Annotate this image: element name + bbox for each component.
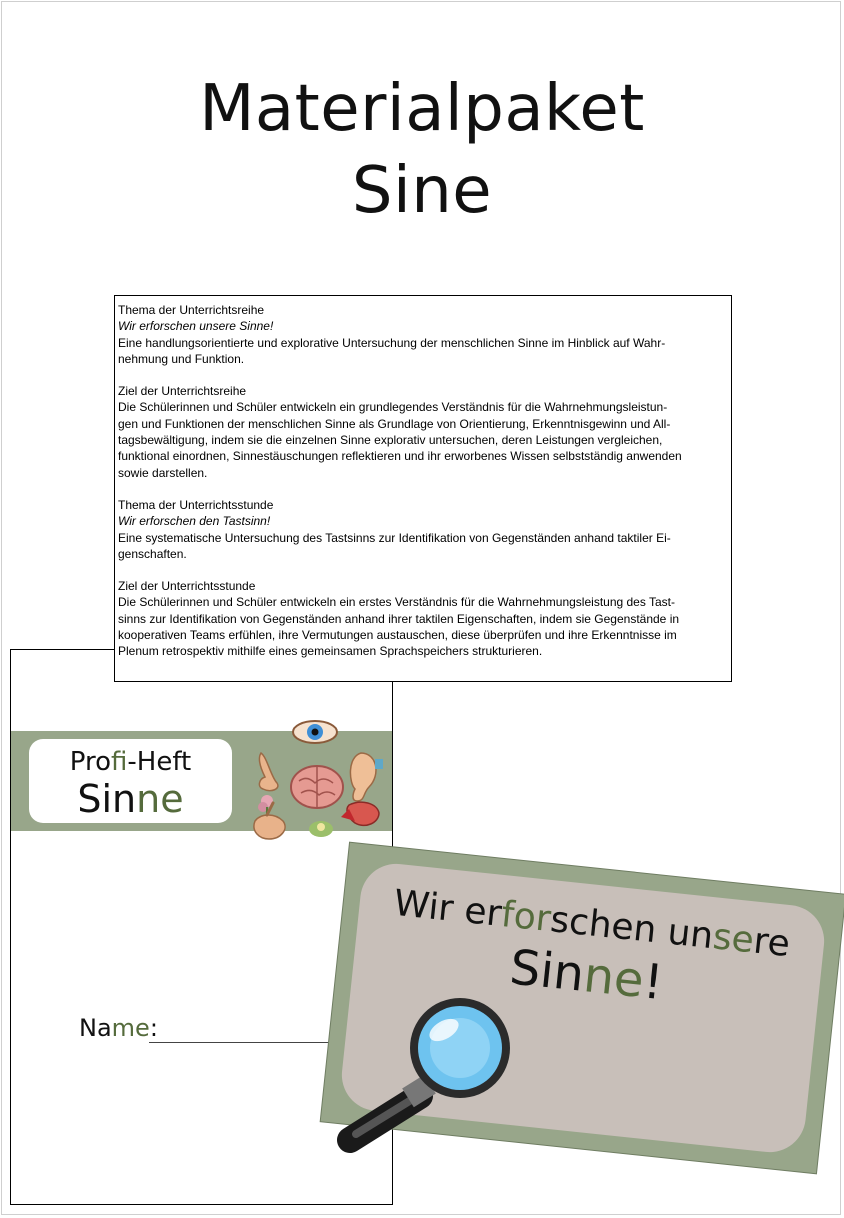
label-part: : (149, 1014, 158, 1042)
label-part: Na (79, 1014, 112, 1042)
label-part: Sin (507, 939, 587, 1003)
text-line: Plenum retrospektiv mithilfe eines gemeinsamen Sprachspeichers strukturieren. (118, 644, 543, 659)
section-stunde-thema (118, 497, 721, 562)
text-line: Die Schülerinnen und Schüler entwickeln ein erstes Verständnis für die Wahrnehmungsleistung des Tast- (118, 595, 675, 610)
label-part: ne (136, 777, 184, 821)
text-line: genschaften. (118, 546, 187, 561)
ear-icon (350, 753, 383, 801)
heft-label (29, 739, 232, 823)
section-subtitle: Wir erforschen unsere Sinne! (118, 319, 274, 334)
section-heading: Thema der Unterrichtsreihe (118, 303, 265, 317)
magnifier-icon (336, 996, 526, 1156)
heft-banner (11, 731, 392, 831)
info-box (114, 295, 732, 682)
label-part: schen un (548, 899, 716, 958)
section-heading: Ziel der Unterrichtsreihe (118, 384, 247, 399)
title-line-2: Sine (351, 154, 493, 228)
brain-icon (291, 766, 343, 808)
text-line: nehmung und Funktion. (118, 351, 245, 366)
label-part: se (710, 916, 756, 962)
text-line: sowie darstellen. (118, 465, 208, 480)
name-label (79, 1014, 158, 1042)
label-part: ! (640, 953, 666, 1012)
eye-icon (293, 721, 337, 743)
label-part: -Heft (127, 747, 192, 777)
profi-heft-title (29, 747, 232, 777)
label-part: me (111, 1014, 150, 1042)
text-line: Die Schülerinnen und Schüler entwickeln ein grundlegendes Verständnis für die Wahrnehmungsleistun- (118, 400, 668, 415)
text-line: Eine systematische Untersuchung des Tastsinns zur Identifikation von Gegenständen anhand taktiler Ei- (118, 530, 671, 545)
label-part: Sin (77, 777, 137, 821)
text-line: gen und Funktionen der menschlichen Sinne als Grundlage von Orientierung, Erkenntnisgewinn und All- (118, 416, 671, 431)
text-line: tagsbewältigung, indem sie die einzelnen Sinne explorativ untersuchen, deren Leistungen vergleichen, (118, 433, 663, 448)
mouth-icon (341, 802, 379, 825)
text-line: funktional einordnen, Sinnestäuschungen reflektieren und ihr erworbenes Wissen selbstständig anwenden (118, 449, 682, 464)
text-line: sinns zur Identifikation von Gegenständen anhand ihrer taktilen Eigenschaften, indem sie Gegenstände in (118, 611, 680, 626)
name-input-line[interactable] (149, 1042, 333, 1043)
section-stunde-ziel (118, 578, 721, 659)
text-line: kooperativen Teams erfühlen, ihre Vermutungen austauschen, diese überprüfen und ihre Erkenntnisse im (118, 628, 677, 643)
nose-icon (259, 753, 278, 791)
section-heading: Ziel der Unterrichtsstunde (118, 579, 256, 594)
section-heading: Thema der Unterrichtsstunde (118, 497, 274, 512)
title-line-1: Materialpaket (199, 72, 645, 146)
label-part: ne (581, 947, 647, 1010)
label-part: for (499, 894, 553, 941)
page-title (0, 68, 844, 232)
label-part: Pro (69, 747, 112, 777)
section-reihe-thema (118, 302, 721, 367)
senses-icon-cluster (237, 717, 387, 845)
section-reihe-ziel (118, 383, 721, 481)
sinne-title (29, 777, 232, 821)
text-line: Eine handlungsorientierte und explorative Untersuchung der menschlichen Sinne im Hinblick auf Wahr- (118, 335, 666, 350)
herb-icon (309, 821, 333, 837)
label-part: re (751, 920, 792, 966)
section-subtitle: Wir erforschen den Tastsinn! (118, 514, 271, 529)
label-part: fi (111, 747, 128, 777)
label-part: Wir er (391, 882, 504, 935)
